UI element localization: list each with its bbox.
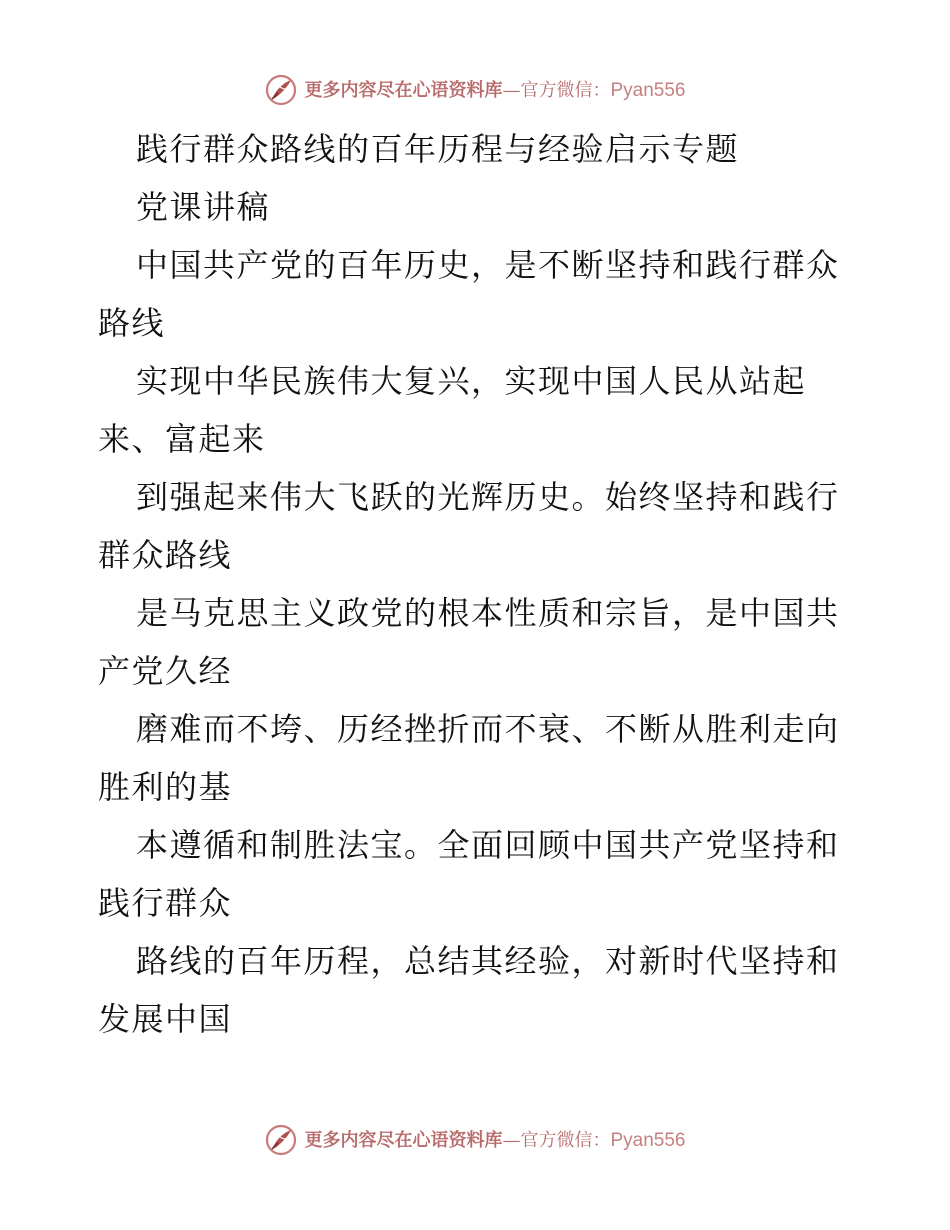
- paragraph-line: 是马克思主义政党的根本性质和宗旨，是中国共: [136, 594, 840, 632]
- banner-wechat-id: Pyan556: [610, 1129, 686, 1151]
- banner-dash: —: [502, 79, 521, 101]
- footer-banner: [0, 1120, 950, 1160]
- paragraph-line: 本遵循和制胜法宝。全面回顾中国共产党坚持和: [136, 826, 840, 864]
- footer-banner-text: [304, 1131, 685, 1150]
- banner-sub-text: 官方微信：: [520, 1129, 611, 1151]
- paragraph-line: 产党久经: [98, 652, 233, 690]
- banner-sub-text: 官方微信：: [520, 79, 611, 101]
- paragraph-line: 路线的百年历程，总结其经验，对新时代坚持和: [136, 942, 840, 980]
- banner-dash: —: [502, 1129, 521, 1151]
- banner-main-text: 更多内容尽在心语资料库: [304, 1129, 503, 1151]
- paragraph-line: 发展中国: [98, 1000, 233, 1038]
- feather-quill-logo-icon: [264, 73, 298, 107]
- paragraph-line: 实现中华民族伟大复兴，实现中国人民从站起: [136, 362, 807, 400]
- paragraph-line: 中国共产党的百年历史，是不断坚持和践行群众: [136, 246, 840, 284]
- header-banner: [0, 70, 950, 110]
- doc-title-line: 践行群众路线的百年历程与经验启示专题: [136, 130, 740, 168]
- paragraph-line: 胜利的基: [98, 768, 233, 806]
- header-banner-text: [304, 81, 685, 100]
- paragraph-line: 到强起来伟大飞跃的光辉历史。始终坚持和践行: [136, 478, 840, 516]
- document-body: [98, 120, 858, 1048]
- paragraph-line: 磨难而不垮、历经挫折而不衰、不断从胜利走向: [136, 710, 840, 748]
- feather-quill-logo-icon: [264, 1123, 298, 1157]
- banner-wechat-id: Pyan556: [610, 79, 686, 101]
- banner-main-text: 更多内容尽在心语资料库: [304, 79, 503, 101]
- paragraph-line: 群众路线: [98, 536, 233, 574]
- doc-title-line: 党课讲稿: [136, 188, 271, 226]
- paragraph-line: 践行群众: [98, 884, 233, 922]
- paragraph-line: 路线: [98, 304, 166, 342]
- paragraph-line: 来、富起来: [98, 420, 266, 458]
